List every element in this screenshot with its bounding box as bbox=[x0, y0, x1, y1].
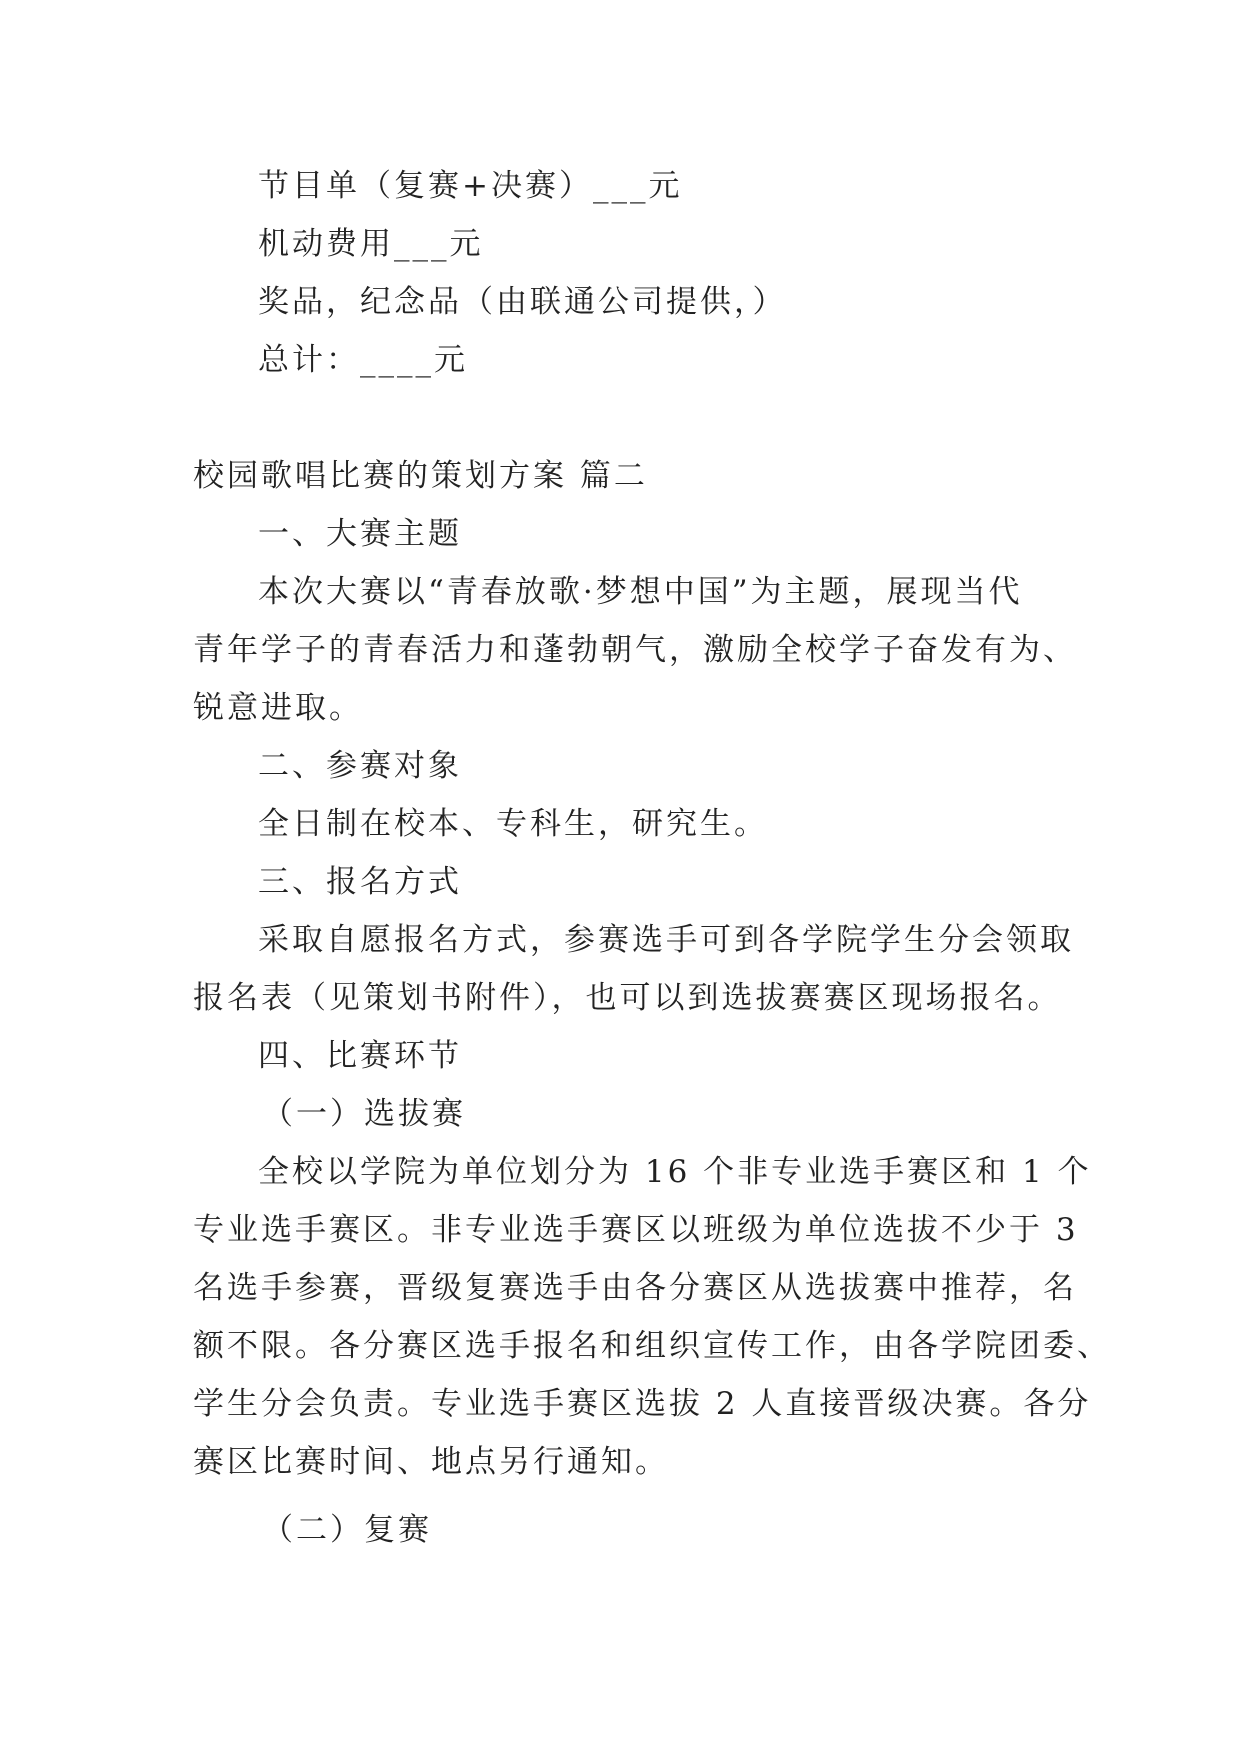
theme-line: 锐意进取。 bbox=[193, 690, 363, 726]
participants-text: 全日制在校本、专科生，研究生。 bbox=[258, 806, 768, 842]
budget-misc-cost: 机动费用___元 bbox=[258, 226, 484, 262]
budget-prizes: 奖品，纪念品（由联通公司提供，） bbox=[258, 284, 787, 320]
registration-line: 报名表（见策划书附件），也可以到选拔赛赛区现场报名。 bbox=[193, 980, 1062, 1016]
selection-line: 学生分会负责。专业选手赛区选拔 2 人直接晋级决赛。各分 bbox=[193, 1386, 1092, 1422]
selection-heading: （一）选拔赛 bbox=[262, 1096, 466, 1132]
section-title: 校园歌唱比赛的策划方案 篇二 bbox=[193, 458, 648, 494]
theme-line: 本次大赛以“青春放歌·梦想中国”为主题，展现当代 bbox=[258, 574, 1023, 610]
selection-line: 额不限。各分赛区选手报名和组织宣传工作，由各学院团委、 bbox=[193, 1328, 1111, 1364]
theme-heading: 一、大赛主题 bbox=[258, 516, 462, 552]
selection-line: 赛区比赛时间、地点另行通知。 bbox=[193, 1444, 669, 1480]
selection-line: 全校以学院为单位划分为 16 个非专业选手赛区和 1 个 bbox=[258, 1154, 1092, 1190]
selection-line: 专业选手赛区。非专业选手赛区以班级为单位选拔不少于 3 bbox=[193, 1212, 1079, 1248]
participants-heading: 二、参赛对象 bbox=[258, 748, 462, 784]
stages-heading: 四、比赛环节 bbox=[258, 1038, 462, 1074]
registration-line: 采取自愿报名方式，参赛选手可到各学院学生分会领取 bbox=[258, 922, 1074, 958]
budget-program-list: 节目单（复赛+决赛）___元 bbox=[258, 168, 683, 204]
selection-line: 名选手参赛，晋级复赛选手由各分赛区从选拔赛中推荐，名 bbox=[193, 1270, 1077, 1306]
semifinal-heading: （二）复赛 bbox=[262, 1512, 432, 1548]
theme-line: 青年学子的青春活力和蓬勃朝气，激励全校学子奋发有为、 bbox=[193, 632, 1077, 668]
registration-heading: 三、报名方式 bbox=[258, 864, 462, 900]
budget-total: 总计：____元 bbox=[258, 342, 468, 378]
